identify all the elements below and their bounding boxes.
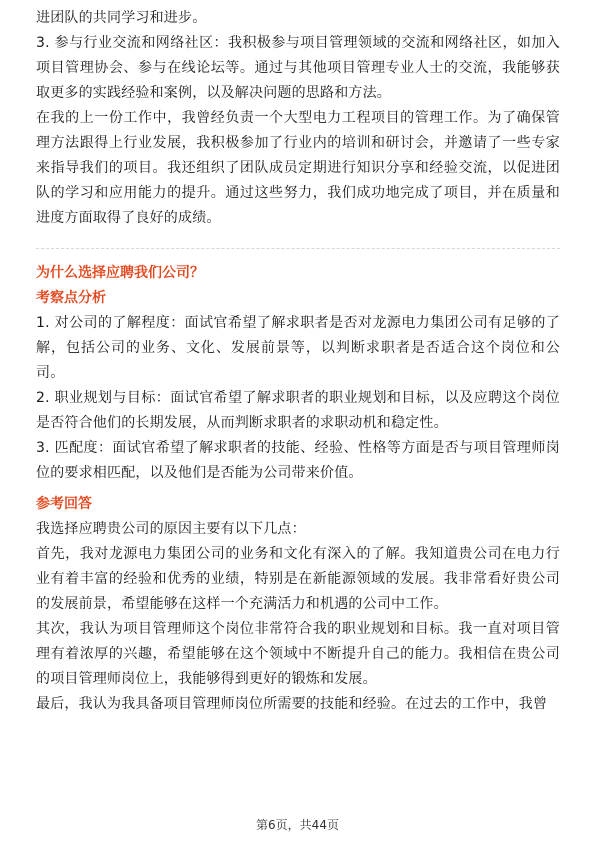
body-paragraph: 3. 参与行业交流和网络社区：我积极参与项目管理领域的交流和网络社区，如加入项目管理协会、参与在线论坛等。通过与其他项目管理专业人士的交流，我能够获取更多的实践经验和案例，以及解决问题的思路和方法。 [36,35,560,101]
answer-label: 参考回答 [36,496,92,512]
analysis-point: 3. 匹配度：面试官希望了解求职者的技能、经验、性格等方面是否与项目管理师岗位的要求相匹配，以及他们是否能为公司带来价值。 [36,440,560,481]
answer-paragraph: 最后，我认为我具备项目管理师岗位所需要的技能和经验。在过去的工作中，我曾 [36,696,548,712]
analysis-label: 考察点分析 [36,290,106,306]
body-paragraph: 在我的上一份工作中，我曾经负责一个大型电力工程项目的管理工作。为了确保管理方法跟得上行业发展，我积极参加了行业内的培训和研讨会，并邀请了一些专家来指导我们的项目。我还组织了团队成员定期进行知识分享和经验交流，以促进团队的学习和应用能力的提升。通过这些努力，我们成功地完成了项目，并在质量和进度方面取得了良好的成绩。 [36,110,560,226]
body-paragraph: 进团队的共同学习和进步。 [36,10,207,26]
document-page [36,6,560,717]
question-title: 为什么选择应聘我们公司？ [36,265,204,281]
answer-paragraph: 其次，我认为项目管理师这个岗位非常符合我的职业规划和目标。我一直对项目管理有着浓厚的兴趣，希望能够在这个领域中不断提升自己的能力。我相信在贵公司的项目管理师岗位上，我能够得到更好的锻炼和发展。 [36,621,560,687]
analysis-point: 1. 对公司的了解程度：面试官希望了解求职者是否对龙源电力集团公司有足够的了解，包括公司的业务、文化、发展前景等，以判断求职者是否适合这个岗位和公司。 [36,315,560,381]
section-divider [36,248,560,249]
answer-paragraph: 首先，我对龙源电力集团公司的业务和文化有深入的了解。我知道贵公司在电力行业有着丰富的经验和优秀的业绩，特别是在新能源领域的发展。我非常看好贵公司的发展前景，希望能够在这样一个充满活力和机遇的公司中工作。 [36,546,560,612]
answer-paragraph: 我选择应聘贵公司的原因主要有以下几点： [36,521,306,537]
analysis-point: 2. 职业规划与目标：面试官希望了解求职者的职业规划和目标，以及应聘这个岗位是否符合他们的长期发展，从而判断求职者的求职动机和稳定性。 [36,390,560,431]
page-number: 第6页，共44页 [256,818,339,832]
